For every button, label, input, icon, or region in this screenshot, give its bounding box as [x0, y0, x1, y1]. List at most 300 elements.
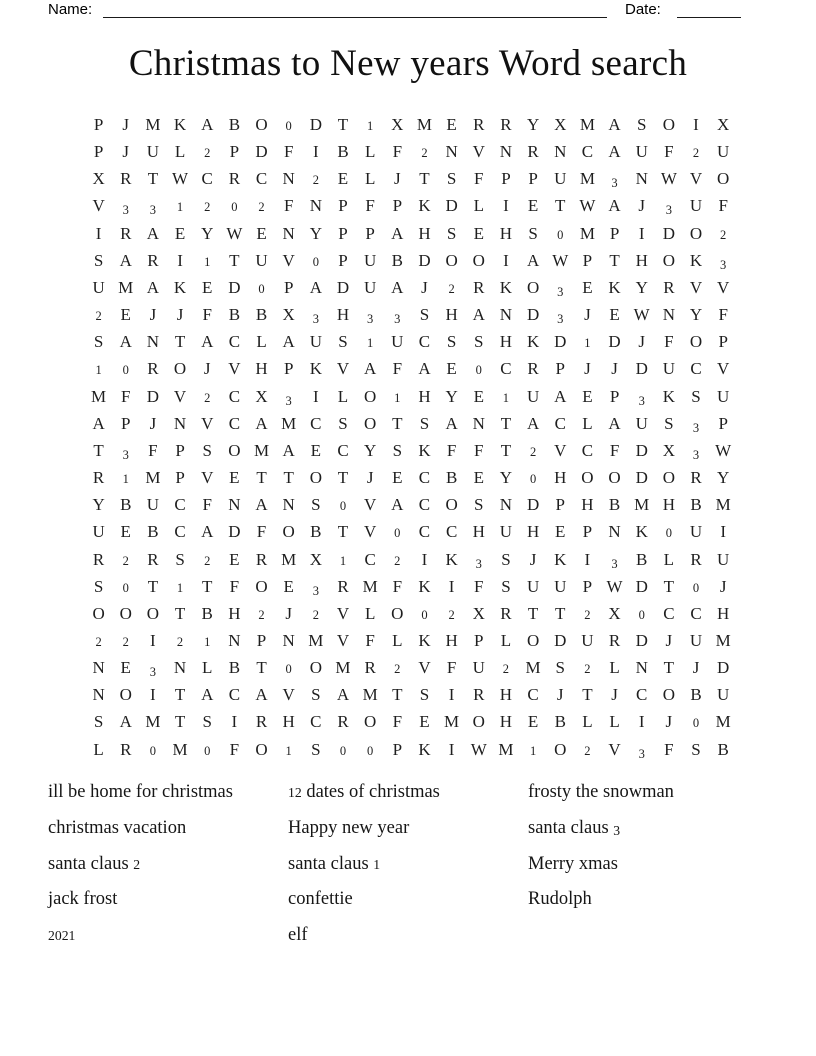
grid-cell: W	[579, 196, 596, 216]
grid-cell: 0	[367, 743, 374, 758]
grid-cell: 0	[339, 743, 347, 758]
grid-cell: T	[392, 685, 403, 705]
grid-cell: O	[662, 468, 675, 488]
grid-cell: M	[253, 440, 270, 460]
grid-row	[85, 328, 737, 355]
grid-cell: O	[445, 250, 458, 270]
grid-cell: L	[364, 142, 376, 162]
grid-cell: A	[608, 115, 621, 134]
grid-cell: L	[202, 658, 213, 678]
grid-cell: J	[122, 115, 130, 134]
grid-cell: U	[689, 196, 703, 216]
grid-row	[85, 192, 737, 219]
name-fill-line	[103, 17, 607, 18]
grid-cell: E	[609, 305, 620, 325]
grid-cell: B	[228, 658, 241, 678]
grid-cell: A	[309, 277, 322, 297]
grid-cell: S	[202, 440, 212, 460]
grid-cell: T	[500, 413, 512, 433]
grid-cell: F	[283, 196, 294, 216]
grid-cell: 0	[638, 607, 645, 622]
grid-row	[85, 627, 737, 654]
grid-cell: P	[392, 196, 403, 216]
grid-cell: F	[392, 359, 403, 379]
grid-cell: 1	[122, 472, 129, 487]
grid-cell: M	[145, 468, 161, 488]
word-item: jack frost	[48, 889, 118, 910]
grid-cell: 2	[448, 607, 455, 622]
grid-cell: S	[93, 576, 104, 596]
grid-cell: N	[282, 495, 295, 515]
grid-cell: B	[228, 115, 241, 134]
grid-cell: U	[717, 685, 730, 705]
grid-cell: 1	[339, 553, 347, 568]
grid-cell: X	[282, 305, 295, 325]
grid-cell: D	[635, 468, 648, 488]
grid-cell: U	[364, 250, 377, 270]
grid-cell: E	[527, 196, 539, 216]
grid-cell: J	[421, 277, 428, 297]
grid-cell: S	[175, 549, 185, 569]
grid-cell: A	[201, 332, 214, 352]
grid-cell: E	[446, 359, 457, 379]
grid-cell: K	[309, 359, 322, 379]
grid-cell: L	[392, 630, 403, 650]
grid-cell: F	[229, 576, 240, 596]
grid-cell: H	[717, 603, 730, 623]
grid-cell: O	[581, 468, 594, 488]
grid-cell: 0	[312, 254, 319, 269]
grid-cell: K	[445, 549, 458, 569]
grid-cell: O	[92, 603, 105, 623]
grid-cell: R	[120, 739, 132, 759]
grid-cell: J	[638, 196, 646, 216]
grid-cell: F	[283, 142, 294, 162]
grid-cell: J	[584, 359, 591, 379]
grid-cell: 3	[692, 420, 700, 435]
grid-cell: J	[611, 359, 618, 379]
grid-cell: U	[499, 522, 513, 542]
grid-cell: A	[255, 413, 268, 433]
grid-cell: E	[555, 522, 566, 542]
grid-cell: N	[499, 305, 513, 325]
grid-cell: Y	[92, 495, 105, 515]
grid-cell: O	[445, 495, 458, 515]
grid-cell: H	[499, 712, 513, 732]
word-search-grid	[85, 111, 737, 763]
grid-cell: F	[446, 440, 457, 460]
grid-cell: T	[337, 468, 349, 488]
grid-cell: R	[690, 468, 702, 488]
grid-cell: N	[146, 332, 160, 352]
grid-cell: S	[93, 332, 104, 352]
grid-cell: R	[147, 250, 159, 270]
grid-cell: Y	[445, 386, 458, 406]
grid-cell: U	[717, 549, 730, 569]
grid-cell: N	[635, 658, 648, 678]
grid-cell: Y	[526, 115, 540, 134]
grid-cell: P	[555, 495, 565, 515]
grid-cell: F	[664, 739, 674, 759]
grid-cell: 2	[584, 662, 591, 677]
grid-cell: Y	[717, 468, 730, 488]
grid-cell: 3	[394, 312, 401, 327]
grid-cell: M	[281, 413, 297, 433]
oldstyle-digit: 3	[613, 822, 621, 838]
grid-cell: A	[608, 413, 621, 433]
grid-cell: C	[201, 169, 213, 189]
grid-cell: 3	[122, 203, 129, 218]
grid-cell: 2	[720, 227, 727, 242]
grid-cell: K	[418, 739, 431, 759]
grid-cell: O	[526, 630, 540, 650]
grid-cell: O	[364, 386, 377, 406]
grid-cell: A	[526, 250, 540, 270]
grid-cell: W	[226, 223, 243, 243]
oldstyle-digit: 2	[133, 856, 141, 872]
grid-cell: P	[93, 115, 104, 134]
grid-cell: I	[693, 115, 699, 134]
grid-cell: C	[310, 413, 322, 433]
grid-cell: I	[448, 739, 455, 759]
grid-cell: M	[281, 549, 297, 569]
grid-cell: C	[310, 712, 322, 732]
grid-row	[85, 464, 737, 491]
grid-cell: C	[690, 359, 702, 379]
grid-cell: D	[336, 277, 350, 297]
grid-cell: U	[717, 386, 730, 406]
grid-cell: P	[365, 223, 375, 243]
grid-cell: P	[121, 413, 131, 433]
grid-cell: N	[662, 305, 675, 325]
grid-cell: M	[715, 712, 731, 732]
grid-cell: P	[582, 522, 593, 542]
grid-cell: U	[581, 630, 594, 650]
grid-cell: 2	[394, 553, 401, 568]
grid-cell: A	[92, 413, 105, 433]
grid-cell: X	[391, 115, 404, 134]
grid-cell: A	[201, 685, 214, 705]
grid-cell: T	[283, 468, 294, 488]
grid-cell: F	[664, 142, 674, 162]
grid-row	[85, 681, 737, 708]
grid-cell: J	[176, 305, 184, 325]
grid-cell: M	[145, 712, 161, 732]
grid-cell: P	[93, 142, 104, 162]
grid-cell: E	[527, 712, 539, 732]
grid-cell: T	[202, 576, 213, 596]
grid-cell: M	[715, 495, 731, 515]
grid-cell: L	[337, 386, 349, 406]
grid-cell: O	[173, 359, 187, 379]
grid-cell: C	[337, 440, 349, 460]
grid-cell: S	[419, 305, 430, 325]
grid-cell: C	[228, 332, 241, 352]
grid-row	[85, 708, 737, 735]
grid-cell: U	[391, 332, 404, 352]
grid-cell: J	[203, 359, 211, 379]
grid-cell: 0	[258, 281, 265, 296]
grid-row	[85, 220, 737, 247]
grid-cell: V	[364, 522, 377, 542]
oldstyle-digit: 0	[54, 928, 62, 944]
grid-cell: V	[717, 359, 730, 379]
grid-cell: U	[554, 576, 567, 596]
grid-cell: 0	[285, 662, 292, 677]
grid-cell: S	[419, 685, 430, 705]
grid-cell: V	[689, 169, 703, 189]
grid-cell: X	[554, 115, 567, 134]
grid-cell: A	[201, 115, 214, 134]
grid-cell: 0	[692, 716, 700, 731]
grid-cell: 1	[176, 580, 184, 595]
grid-cell: S	[691, 386, 701, 406]
grid-cell: P	[718, 332, 728, 352]
date-label: Date:	[625, 1, 661, 18]
grid-cell: B	[201, 603, 213, 623]
grid-cell: M	[145, 115, 161, 134]
page-header	[48, 0, 768, 24]
grid-row	[85, 247, 737, 274]
grid-cell: I	[312, 142, 319, 162]
grid-row	[85, 383, 737, 410]
grid-cell: D	[146, 386, 160, 406]
grid-cell: I	[231, 712, 238, 732]
grid-cell: O	[309, 468, 322, 488]
grid-cell: 0	[339, 499, 347, 514]
grid-cell: A	[445, 413, 458, 433]
grid-cell: T	[229, 250, 240, 270]
grid-cell: A	[391, 277, 404, 297]
word-item: Rudolph	[528, 889, 592, 910]
grid-row	[85, 138, 737, 165]
grid-cell: T	[555, 196, 566, 216]
grid-cell: F	[365, 630, 375, 650]
grid-cell: T	[527, 603, 539, 623]
grid-cell: O	[662, 250, 675, 270]
grid-cell: T	[256, 658, 267, 678]
grid-cell: L	[663, 549, 675, 569]
grid-cell: M	[444, 712, 460, 732]
grid-cell: F	[446, 658, 457, 678]
grid-cell: S	[338, 332, 348, 352]
grid-cell: C	[527, 685, 539, 705]
grid-cell: Y	[635, 277, 648, 297]
grid-cell: V	[472, 142, 485, 162]
grid-cell: Y	[201, 223, 214, 243]
grid-cell: R	[255, 712, 268, 732]
grid-cell: A	[391, 495, 404, 515]
grid-cell: V	[336, 359, 350, 379]
grid-cell: E	[229, 468, 240, 488]
grid-row	[85, 546, 737, 573]
grid-cell: P	[283, 359, 294, 379]
grid-cell: C	[554, 413, 566, 433]
grid-cell: H	[282, 712, 295, 732]
grid-cell: T	[174, 712, 186, 732]
grid-cell: M	[91, 386, 107, 406]
word-item: santa claus 2	[48, 853, 141, 874]
grid-cell: J	[611, 685, 618, 705]
grid-cell: S	[446, 169, 457, 189]
grid-cell: B	[147, 522, 159, 542]
grid-cell: U	[472, 658, 485, 678]
grid-cell: 1	[204, 634, 211, 649]
word-item: santa claus 1	[288, 853, 381, 874]
grid-cell: M	[498, 739, 514, 759]
grid-cell: N	[173, 658, 187, 678]
grid-cell: B	[636, 549, 648, 569]
grid-cell: R	[527, 359, 539, 379]
grid-row	[85, 355, 737, 382]
grid-cell: D	[526, 495, 540, 515]
grid-cell: A	[526, 413, 540, 433]
grid-cell: V	[554, 440, 567, 460]
grid-cell: D	[608, 332, 621, 352]
grid-cell: 3	[149, 665, 157, 680]
grid-cell: E	[582, 386, 593, 406]
grid-cell: N	[228, 495, 241, 515]
grid-cell: 1	[394, 390, 401, 405]
grid-cell: I	[638, 223, 645, 243]
grid-cell: 2	[204, 553, 211, 568]
grid-cell: 3	[692, 447, 700, 462]
grid-cell: W	[633, 305, 650, 325]
grid-cell: 1	[204, 254, 211, 269]
grid-cell: D	[635, 576, 648, 596]
grid-cell: T	[609, 250, 620, 270]
grid-cell: R	[92, 468, 105, 488]
grid-cell: C	[228, 386, 241, 406]
grid-cell: J	[122, 142, 130, 162]
grid-cell: C	[500, 359, 512, 379]
grid-cell: I	[448, 576, 455, 596]
grid-cell: F	[365, 196, 375, 216]
grid-cell: H	[418, 223, 431, 243]
grid-cell: O	[364, 712, 377, 732]
grid-cell: N	[282, 630, 295, 650]
grid-cell: 1	[285, 743, 292, 758]
grid-cell: D	[635, 630, 648, 650]
grid-cell: F	[474, 169, 484, 189]
grid-cell: I	[421, 549, 428, 569]
grid-cell: T	[419, 169, 430, 189]
grid-cell: E	[446, 115, 457, 134]
grid-cell: D	[554, 332, 567, 352]
grid-cell: H	[581, 495, 594, 515]
grid-cell: N	[554, 142, 567, 162]
grid-cell: V	[282, 685, 295, 705]
grid-cell: S	[474, 332, 484, 352]
grid-cell: H	[499, 223, 513, 243]
grid-cell: J	[529, 549, 537, 569]
grid-cell: P	[582, 576, 593, 596]
grid-cell: M	[416, 115, 433, 134]
grid-cell: F	[718, 196, 728, 216]
oldstyle-digit: 2	[294, 785, 302, 800]
grid-cell: 1	[529, 743, 537, 758]
grid-cell: V	[689, 277, 703, 297]
grid-cell: 0	[421, 607, 428, 622]
grid-cell: W	[470, 739, 487, 759]
grid-cell: F	[121, 386, 131, 406]
grid-cell: N	[228, 630, 241, 650]
grid-cell: H	[526, 522, 540, 542]
grid-cell: 2	[448, 281, 455, 296]
grid-cell: V	[608, 739, 621, 759]
grid-cell: J	[149, 305, 157, 325]
grid-cell: B	[690, 495, 702, 515]
grid-cell: E	[582, 277, 593, 297]
grid-cell: I	[638, 712, 645, 732]
grid-cell: C	[418, 522, 431, 542]
grid-cell: S	[501, 576, 511, 596]
grid-cell: H	[554, 468, 567, 488]
word-item: Merry xmas	[528, 853, 618, 874]
grid-cell: K	[499, 277, 513, 297]
grid-cell: R	[500, 603, 512, 623]
grid-cell: 1	[367, 119, 374, 133]
grid-cell: L	[609, 658, 620, 678]
grid-cell: P	[501, 169, 511, 189]
grid-cell: C	[445, 522, 458, 542]
word-item: santa claus 3	[528, 817, 621, 838]
grid-cell: K	[173, 277, 187, 297]
grid-cell: F	[202, 495, 212, 515]
grid-cell: J	[393, 169, 401, 189]
grid-cell: 2	[122, 553, 129, 568]
word-list-column	[288, 775, 528, 954]
grid-cell: V	[201, 468, 214, 488]
grid-cell: 0	[231, 200, 238, 215]
grid-cell: 3	[638, 393, 645, 408]
grid-cell: T	[392, 413, 403, 433]
grid-cell: S	[474, 495, 484, 515]
grid-cell: N	[92, 658, 105, 678]
word-list	[48, 775, 768, 954]
grid-cell: B	[554, 712, 566, 732]
grid-cell: N	[309, 196, 322, 216]
grid-cell: F	[474, 576, 484, 596]
grid-cell: U	[146, 495, 160, 515]
grid-cell: X	[662, 440, 675, 460]
grid-cell: X	[309, 549, 322, 569]
grid-cell: H	[418, 386, 431, 406]
grid-cell: E	[392, 468, 403, 488]
grid-cell: 0	[394, 526, 401, 541]
grid-cell: R	[500, 115, 512, 134]
grid-row	[85, 111, 737, 138]
grid-cell: 3	[665, 203, 672, 218]
grid-cell: M	[172, 739, 188, 759]
grid-row	[85, 654, 737, 681]
grid-cell: A	[119, 250, 132, 270]
word-item: 12 dates of christmas	[288, 782, 440, 802]
grid-cell: O	[689, 332, 703, 352]
grid-cell: P	[718, 413, 728, 433]
grid-cell: C	[418, 468, 431, 488]
grid-cell: A	[418, 359, 431, 379]
grid-cell: 3	[312, 312, 319, 327]
grid-cell: T	[147, 169, 159, 189]
grid-cell: T	[174, 332, 186, 352]
grid-cell: O	[309, 658, 322, 678]
grid-cell: E	[174, 223, 186, 243]
grid-cell: N	[445, 142, 458, 162]
grid-cell: 3	[638, 746, 645, 761]
grid-cell: A	[364, 359, 377, 379]
grid-cell: V	[364, 495, 377, 515]
